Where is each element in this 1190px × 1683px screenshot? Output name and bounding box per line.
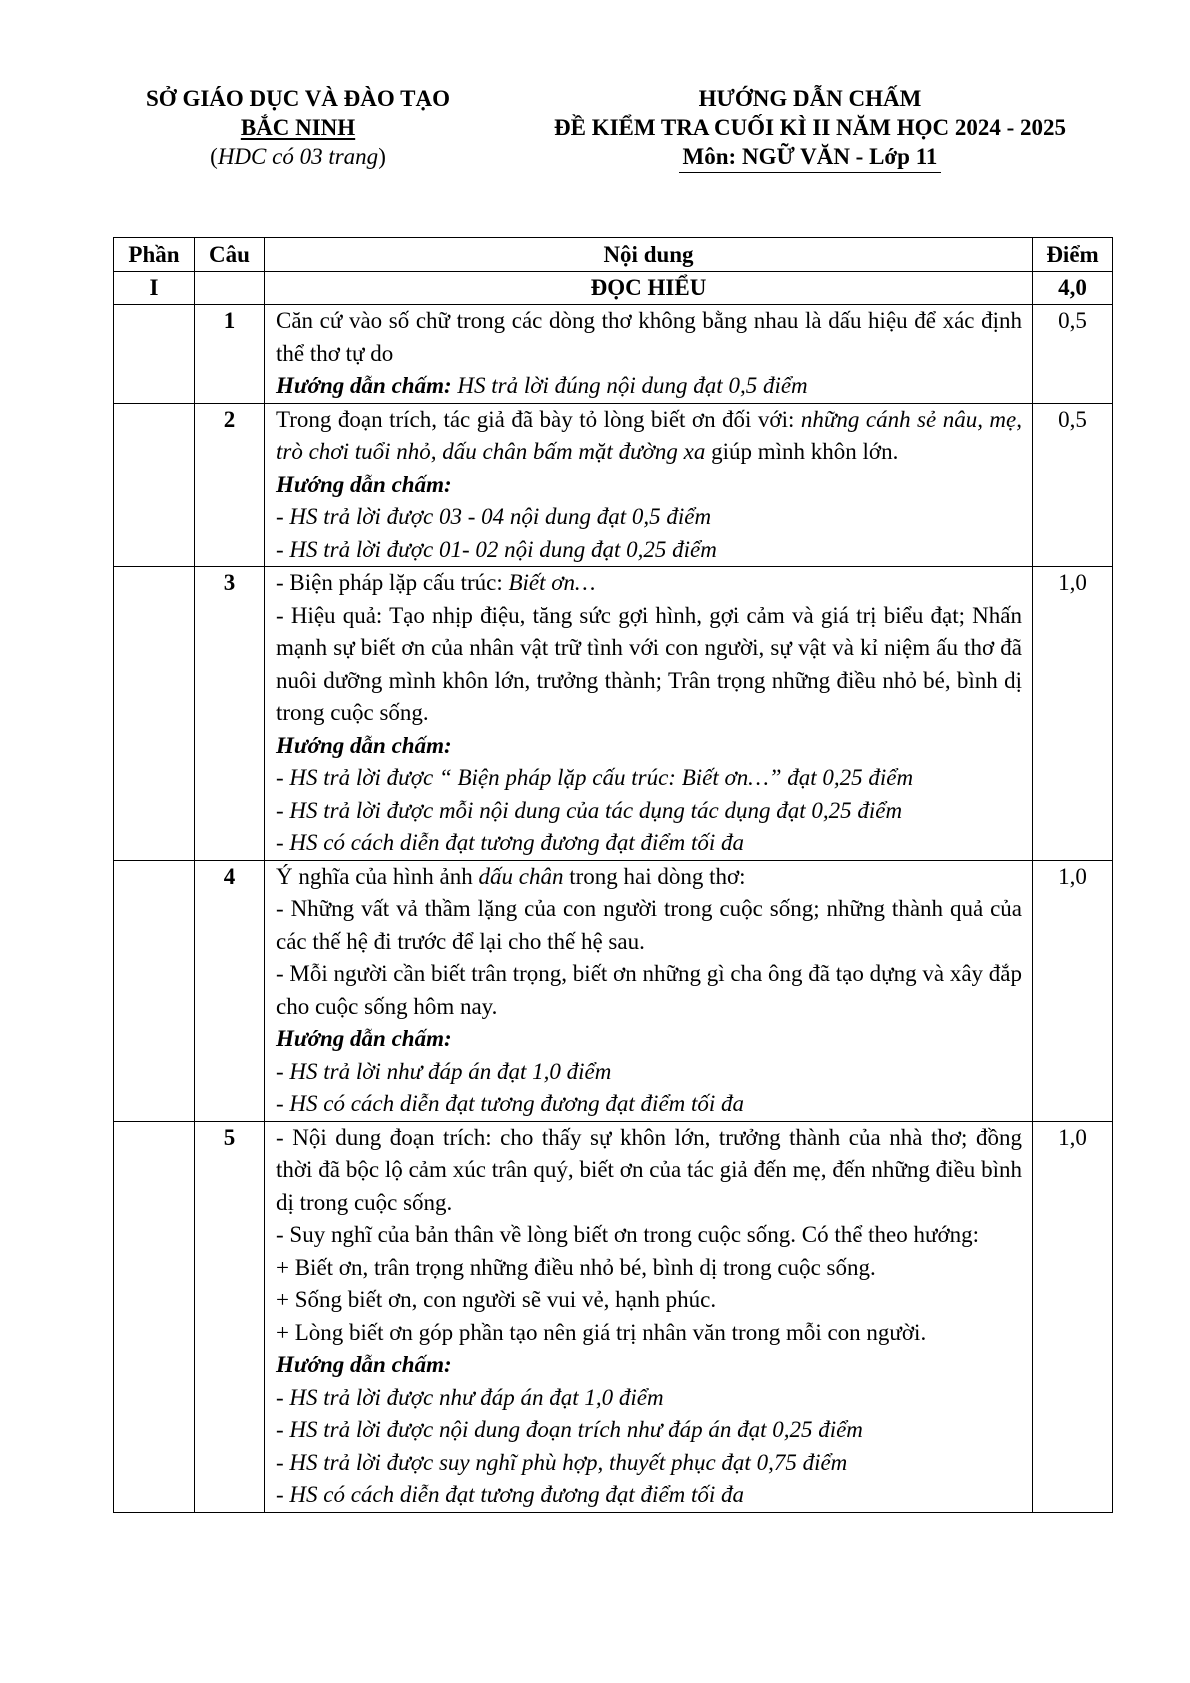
table-row: [114, 567, 1113, 861]
document-title-block: [520, 84, 1100, 173]
question-number: 1: [195, 305, 265, 404]
table-row: [114, 403, 1113, 567]
table-header-row: [114, 238, 1113, 272]
exam-title: ĐỀ KIỂM TRA CUỐI KÌ II NĂM HỌC 2024 - 2025: [554, 115, 1066, 140]
issuer-department: SỞ GIÁO DỤC VÀ ĐÀO TẠO: [146, 86, 450, 111]
question-score: 1,0: [1033, 1121, 1113, 1512]
answer-content: Trong đoạn trích, tác giả đã bày tỏ lòng biết ơn đối với: những cánh sẻ nâu, mẹ, trò chơi tuổi nhỏ, dấu chân bấm mặt đường xa giúp mình khôn lớn. Hướng dẫn chấm: - HS trả lời được 03 - 04 nội dung đạt 0,5 điểm - HS trả lời được 01- 02 nội dung đạt 0,25 điểm: [265, 403, 1033, 567]
answer-content: Căn cứ vào số chữ trong các dòng thơ không bằng nhau là dấu hiệu để xác định thể thơ tự do Hướng dẫn chấm: HS trả lời đúng nội dung đạt 0,5 điểm: [265, 305, 1033, 404]
section-score: 4,0: [1033, 272, 1113, 305]
issuer-block: [108, 84, 488, 171]
header-part: Phần: [114, 238, 195, 272]
section-title: ĐỌC HIỂU: [265, 272, 1033, 305]
answer-content: - Biện pháp lặp cấu trúc: Biết ơn… - Hiệu quả: Tạo nhịp điệu, tăng sức gợi hình, gợi cảm và giá trị biểu đạt; Nhấn mạnh sự biết ơn của nhân vật trữ tình với con người, sự vật và kỉ niệm ấu thơ đã nuôi dưỡng mình khôn lớn, trưởng thành; Trân trọng những điều nhỏ bé, bình dị trong cuộc sống. Hướng dẫn chấm: - HS trả lời được “ Biện pháp lặp cấu trúc: Biết ơn…” đạt 0,25 điểm - HS trả lời được mỗi nội dung của tác dụng tác dụng đạt 0,25 điểm - HS có cách diễn đạt tương đương đạt điểm tối đa: [265, 567, 1033, 861]
header-score: Điểm: [1033, 238, 1113, 272]
question-number: 2: [195, 403, 265, 567]
issuer-province: BẮC NINH: [240, 115, 356, 140]
page-count-note: (HDC có 03 trang): [210, 144, 386, 169]
table-row: [114, 1121, 1113, 1512]
question-number: 3: [195, 567, 265, 861]
section-row: [114, 272, 1113, 305]
answer-content: - Nội dung đoạn trích: cho thấy sự khôn lớn, trưởng thành của nhà thơ; đồng thời đã bộc lộ cảm xúc trân quý, biết ơn của tác giả đến mẹ, đến những điều bình dị trong cuộc sống. - Suy nghĩ của bản thân về lòng biết ơn trong cuộc sống. Có thể theo hướng: + Biết ơn, trân trọng những điều nhỏ bé, bình dị trong cuộc sống. + Sống biết ơn, con người sẽ vui vẻ, hạnh phúc. + Lòng biết ơn góp phần tạo nên giá trị nhân văn trong mỗi con người. Hướng dẫn chấm: - HS trả lời được như đáp án đạt 1,0 điểm - HS trả lời được nội dung đoạn trích như đáp án đạt 0,25 điểm - HS trả lời được suy nghĩ phù hợp, thuyết phục đạt 0,75 điểm - HS có cách diễn đạt tương đương đạt điểm tối đa: [265, 1121, 1033, 1512]
header-content: Nội dung: [265, 238, 1033, 272]
question-score: 0,5: [1033, 403, 1113, 567]
table-row: [114, 305, 1113, 404]
question-score: 0,5: [1033, 305, 1113, 404]
question-score: 1,0: [1033, 567, 1113, 861]
header-question: Câu: [195, 238, 265, 272]
table-row: [114, 860, 1113, 1121]
answer-content: Ý nghĩa của hình ảnh dấu chân trong hai dòng thơ: - Những vất vả thầm lặng của con người trong cuộc sống; những thành quả của các thế hệ đi trước để lại cho thế hệ sau. - Mỗi người cần biết trân trọng, biết ơn những gì cha ông đã tạo dựng và xây đắp cho cuộc sống hôm nay. Hướng dẫn chấm: - HS trả lời như đáp án đạt 1,0 điểm - HS có cách diễn đạt tương đương đạt điểm tối đa: [265, 860, 1033, 1121]
question-number: 5: [195, 1121, 265, 1512]
section-part: I: [114, 272, 195, 305]
grading-table: [113, 237, 1113, 1513]
subject-label: Môn: NGỮ VĂN - Lớp 11: [679, 144, 942, 173]
document-title: HƯỚNG DẪN CHẤM: [698, 86, 922, 111]
question-score: 1,0: [1033, 860, 1113, 1121]
question-number: 4: [195, 860, 265, 1121]
